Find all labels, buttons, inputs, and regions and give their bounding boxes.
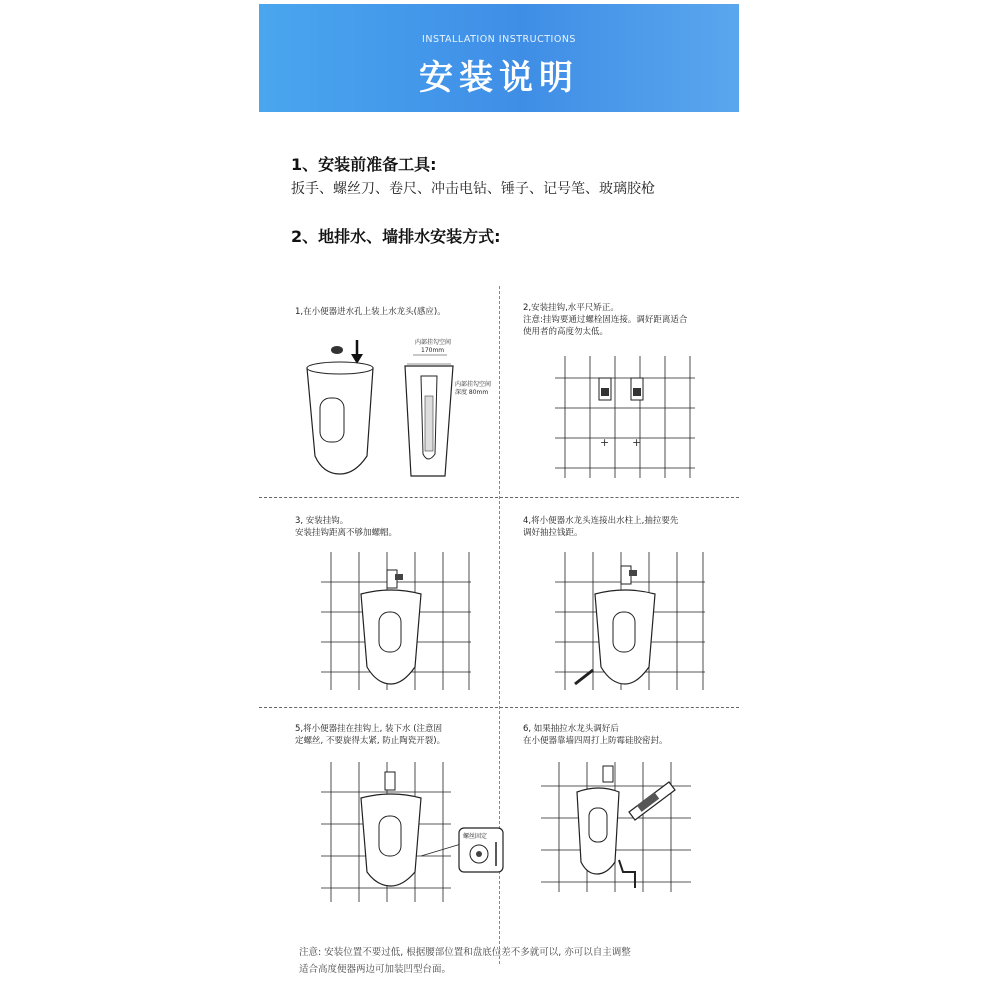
step5-line2: 定螺丝, 不要旋得太紧, 防止陶瓷开裂)。 [295,736,446,746]
step5-illustration [321,762,501,912]
faucet-icon [385,772,395,790]
svg-text:+: + [632,436,642,449]
label-depth-title: 内部挂勾空间 [455,381,492,388]
step3-line1: 3, 安装挂钩。 [295,516,349,526]
header-banner [259,4,739,112]
step4-illustration [555,552,705,697]
step1-line1: 1,在小便器进水孔上装上水龙头(感应)。 [295,307,446,317]
step4-line2: 调好抽拉钱距。 [523,528,583,538]
step2-illustration [555,356,695,480]
step6-line1: 6, 如果抽拉水龙头调好后 [523,724,619,734]
step3-illustration [321,552,471,697]
step1-illustration [295,336,495,486]
svg-text:+: + [600,436,610,449]
step6-text [523,723,668,747]
step3-line2: 安装挂钩距离不够加螺帽。 [295,528,398,538]
note-line2: 适合高度便器两边可加装凹型台面。 [299,964,452,975]
step2-line2: 注意:挂钩要通过螺栓固连接。调好距离适合 [523,315,688,325]
step2-line1: 2,安装挂钩,水平尺矫正。 [523,303,619,313]
tile-grid-icon [555,356,695,478]
note-line1: 注意: 安装位置不要过低, 根据腰部位置和盘底位差不多就可以, 亦可以自主调整 [299,947,631,958]
section2-heading: 2、地排水、墙排水安装方式: [291,227,501,246]
step4-text [523,515,678,539]
step6-line2: 在小便器靠墙四周打上防霉硅胶密封。 [523,736,668,746]
section1-heading: 1、安装前准备工具: [291,155,437,174]
banner-subtitle: INSTALLATION INSTRUCTIONS [422,34,576,45]
tools-list: 扳手、螺丝刀、卷尺、冲击电钻、锤子、记号笔、玻璃胶枪 [291,181,655,197]
step2-text [523,302,687,338]
label-inner-space: 内部挂勾空间 [415,339,452,346]
step4-line1: 4,将小便器水龙头连接出水柱上,抽拉要先 [523,516,679,526]
banner-title: 安装说明 [419,58,579,98]
drain-pipe-icon [619,860,635,888]
step6-illustration [541,762,711,902]
footer-note [299,944,631,978]
step3-text [295,515,397,539]
screw-callout-label: 螺丝固定 [463,833,488,840]
instruction-page [259,0,739,1000]
label-170mm: 170mm [421,347,445,354]
faucet-cap-icon [331,346,343,354]
faucet-icon [603,766,613,782]
step5-line1: 5,将小便器挂在挂钩上, 装下水 (注意固 [295,724,443,734]
step1-text [295,306,446,318]
label-depth-80mm: 深度 80mm [455,389,489,396]
step2-line3: 使用者的高度勿太低。 [523,327,609,337]
step5-text [295,723,445,747]
